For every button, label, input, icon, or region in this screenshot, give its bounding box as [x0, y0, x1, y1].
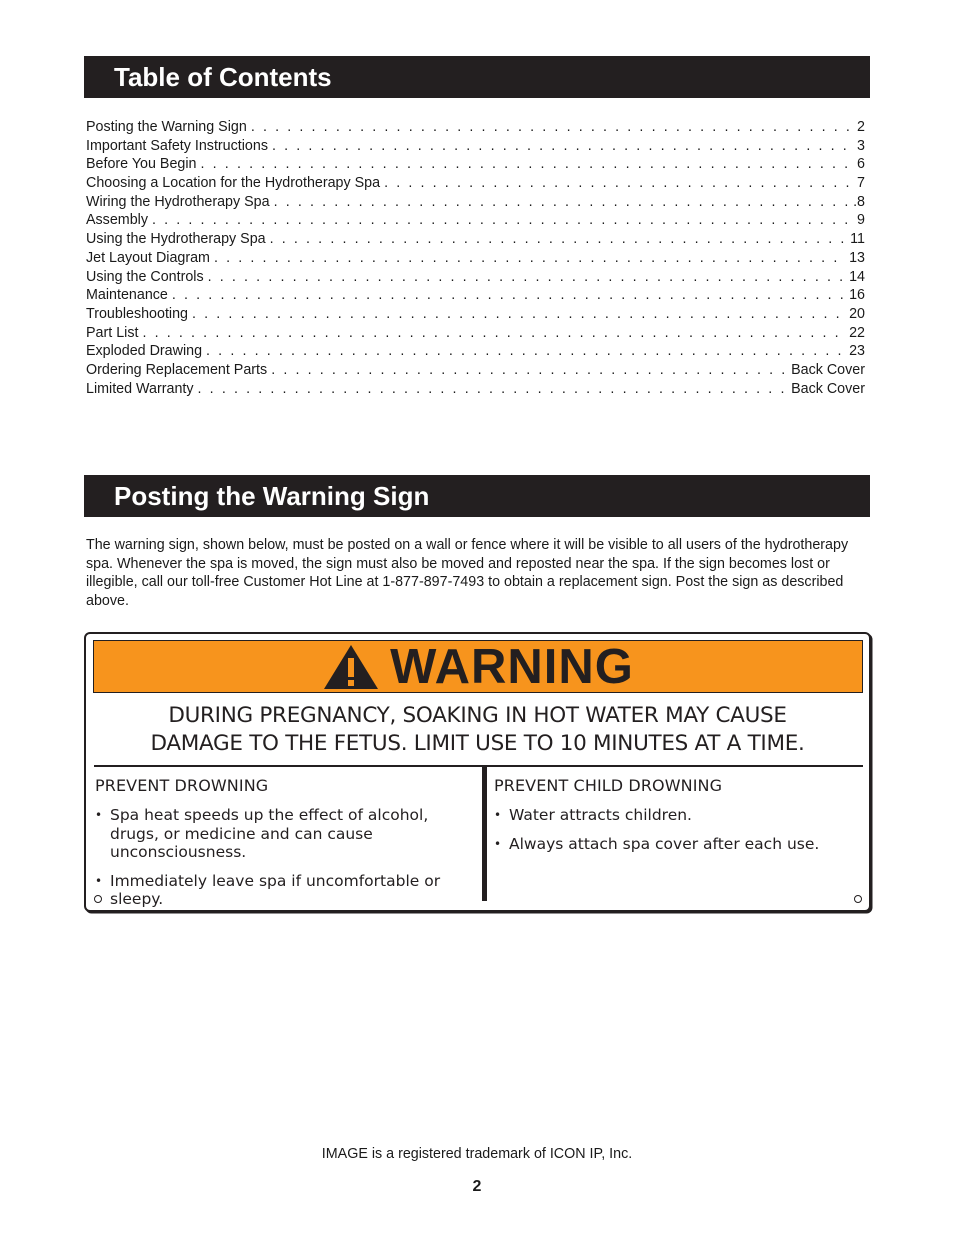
- bullet-icon: •: [494, 808, 502, 822]
- toc-entry[interactable]: [86, 380, 865, 399]
- toc-entry-title: Wiring the Hydrotherapy Spa: [86, 193, 270, 210]
- bullet-text: Always attach spa cover after each use.: [509, 834, 820, 853]
- toc-entry-page: 11: [850, 231, 865, 248]
- list-item: [95, 806, 475, 862]
- toc-entry-page: 6: [857, 156, 865, 173]
- toc-leader-dots: [198, 380, 789, 399]
- toc-heading: Table of Contents: [84, 56, 870, 98]
- toc-entry[interactable]: [86, 286, 865, 305]
- toc-entry[interactable]: [86, 249, 865, 268]
- prevent-drowning-column: [95, 776, 475, 919]
- toc-entry[interactable]: [86, 137, 865, 156]
- toc-entry[interactable]: [86, 193, 865, 212]
- trademark-note: IMAGE is a registered trademark of ICON IP, Inc.: [321, 1146, 633, 1162]
- toc-entry-title: Posting the Warning Sign: [86, 119, 247, 135]
- toc-leader-dots: [251, 118, 854, 137]
- toc-entry[interactable]: [86, 324, 865, 343]
- mount-hole-icon: [854, 895, 862, 903]
- prevent-child-drowning-heading: PREVENT CHILD DROWNING: [494, 776, 723, 795]
- toc-entry-page: 23: [849, 343, 865, 360]
- toc-entry-title: Jet Layout Diagram: [86, 249, 210, 266]
- bullet-icon: •: [95, 808, 103, 822]
- toc-leader-dots: [201, 155, 855, 174]
- toc-leader-dots: [206, 342, 846, 361]
- toc-entry[interactable]: [86, 211, 865, 230]
- toc-entry-page: 2: [857, 119, 865, 135]
- toc-entry-page: 13: [849, 249, 865, 266]
- toc-entry[interactable]: [86, 174, 865, 193]
- toc-entry-page: 14: [849, 268, 865, 285]
- toc-entry-page: Back Cover: [791, 380, 865, 397]
- toc-entry[interactable]: [86, 155, 865, 174]
- toc-leader-dots: [208, 268, 846, 287]
- toc-entry-title: Troubleshooting: [86, 305, 188, 322]
- toc-entry-page: 16: [849, 287, 865, 304]
- toc-entry[interactable]: [86, 342, 865, 361]
- warning-sign: [84, 632, 871, 912]
- toc-entry[interactable]: [86, 305, 865, 324]
- toc-entry[interactable]: [86, 268, 865, 287]
- page-number: 2: [472, 1178, 482, 1195]
- toc-entry[interactable]: [86, 118, 865, 137]
- toc-entry-title: Assembly: [86, 212, 148, 229]
- list-item: [494, 806, 864, 825]
- warning-section-heading: Posting the Warning Sign: [84, 475, 870, 517]
- toc-leader-dots: [272, 137, 854, 156]
- warning-sign-header: [93, 640, 863, 693]
- bullet-text: Water attracts children.: [509, 806, 692, 824]
- toc-leader-dots: [172, 286, 846, 305]
- toc-entry-title: Using the Controls: [86, 268, 204, 285]
- list-item: [494, 835, 864, 854]
- toc-entry-title: Using the Hydrotherapy Spa: [86, 231, 266, 248]
- warning-sign-title: WARNING: [390, 639, 634, 694]
- toc-leader-dots: [274, 193, 850, 212]
- toc-entry-title: Before You Begin: [86, 156, 197, 173]
- toc-entry-title: Maintenance: [86, 287, 168, 304]
- warning-sign-main-text: [86, 702, 869, 758]
- toc-leader-dots: [384, 174, 854, 193]
- prevent-child-drowning-column: [494, 776, 864, 863]
- table-of-contents: [86, 118, 865, 398]
- warning-sign-column-divider: [482, 767, 487, 901]
- warning-sign-main-line: DAMAGE TO THE FETUS. LIMIT USE TO 10 MINUTES AT A TIME.: [150, 731, 805, 756]
- toc-leader-dots: [142, 324, 846, 343]
- toc-entry-page: .8: [853, 193, 865, 210]
- toc-entry-page: 22: [849, 324, 865, 341]
- bullet-text: Immediately leave spa if uncomfortable or sleepy.: [110, 871, 441, 908]
- prevent-drowning-heading: PREVENT DROWNING: [95, 776, 269, 795]
- warning-sign-instructions: The warning sign, shown below, must be posted on a wall or fence where it will be visible to all users of the hydrotherapy spa. Whenever the spa is moved, the sign must also be moved and reposted near the spa. If the sign becomes lost or illegible, call our toll-free Customer Hot Line at 1-877-897-7493 to obtain a replacement sign. Post the sign as described above.: [86, 537, 849, 609]
- warning-triangle-icon: [322, 643, 380, 691]
- toc-leader-dots: [152, 211, 854, 230]
- toc-entry-title: Exploded Drawing: [86, 343, 203, 360]
- toc-entry-page: Back Cover: [791, 361, 865, 378]
- toc-entry-title: Choosing a Location for the Hydrotherapy Spa: [86, 175, 381, 192]
- toc-leader-dots: [271, 361, 788, 380]
- warning-sign-rule: [94, 765, 863, 767]
- toc-entry-page: 20: [849, 305, 865, 322]
- list-item: [95, 872, 475, 909]
- toc-entry-page: 3: [857, 137, 865, 154]
- toc-leader-dots: [270, 230, 848, 249]
- toc-entry-title: Part List: [86, 324, 139, 341]
- bullet-icon: •: [95, 873, 103, 888]
- toc-leader-dots: [214, 249, 846, 268]
- bullet-icon: •: [494, 836, 502, 851]
- toc-entry[interactable]: [86, 361, 865, 380]
- toc-entry-title: Limited Warranty: [86, 380, 194, 397]
- toc-entry-title: Ordering Replacement Parts: [86, 361, 268, 378]
- toc-entry-title: Important Safety Instructions: [86, 137, 268, 154]
- toc-entry-page: 9: [857, 212, 865, 229]
- bullet-text: Spa heat speeds up the effect of alcohol, drugs, or medicine and can cause unconsciousness.: [110, 806, 429, 861]
- warning-sign-main-line: DURING PREGNANCY, SOAKING IN HOT WATER MAY CAUSE: [168, 703, 787, 728]
- toc-leader-dots: [192, 305, 846, 324]
- toc-entry-page: 7: [857, 175, 865, 192]
- toc-entry[interactable]: [86, 230, 865, 249]
